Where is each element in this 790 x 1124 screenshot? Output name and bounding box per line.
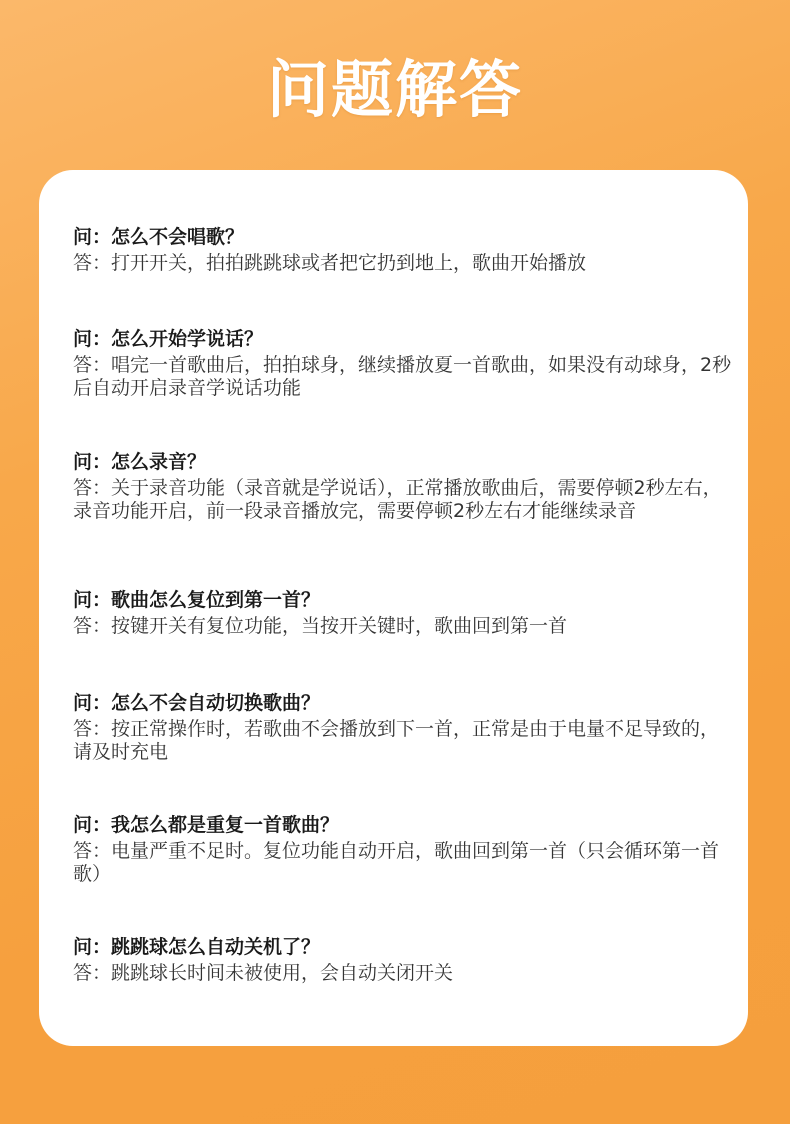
faq-answer: 答：关于录音功能（录音就是学说话），正常播放歌曲后，需要停顿2秒左右，录音功能开启，前一段录音播放完，需要停顿2秒左右才能继续录音 (73, 477, 722, 522)
faq-question: 问：歌曲怎么复位到第一首？ (73, 589, 321, 611)
faq-item (73, 589, 733, 638)
faq-item (73, 451, 733, 523)
faq-card (39, 170, 748, 1046)
faq-question: 问：怎么不会唱歌？ (73, 226, 245, 248)
faq-answer: 答：跳跳球长时间未被使用，会自动关闭开关 (73, 962, 454, 984)
faq-answer: 答：打开开关，拍拍跳跳球或者把它扔到地上，歌曲开始播放 (73, 252, 587, 274)
faq-answer: 答：电量严重不足时。复位功能自动开启，歌曲回到第一首（只会循环第一首歌） (73, 840, 720, 885)
faq-question: 问：跳跳球怎么自动关机了？ (73, 936, 321, 958)
faq-item (73, 692, 733, 764)
faq-item (73, 328, 733, 400)
faq-item (73, 814, 733, 886)
faq-answer: 答：唱完一首歌曲后，拍拍球身，继续播放夏一首歌曲，如果没有动球身，2秒后自动开启录音学说话功能 (73, 354, 732, 399)
faq-item (73, 226, 733, 275)
faq-answer: 答：按键开关有复位功能，当按开关键时，歌曲回到第一首 (73, 615, 568, 637)
faq-answer: 答：按正常操作时，若歌曲不会播放到下一首，正常是由于电量不足导致的，请及时充电 (73, 718, 720, 763)
faq-question: 问：怎么录音？ (73, 451, 207, 473)
faq-question: 问：我怎么都是重复一首歌曲？ (73, 814, 340, 836)
faq-question: 问：怎么开始学说话？ (73, 328, 264, 350)
page-title: 问题解答 (266, 53, 523, 126)
faq-question: 问：怎么不会自动切换歌曲？ (73, 692, 321, 714)
faq-item (73, 936, 733, 985)
